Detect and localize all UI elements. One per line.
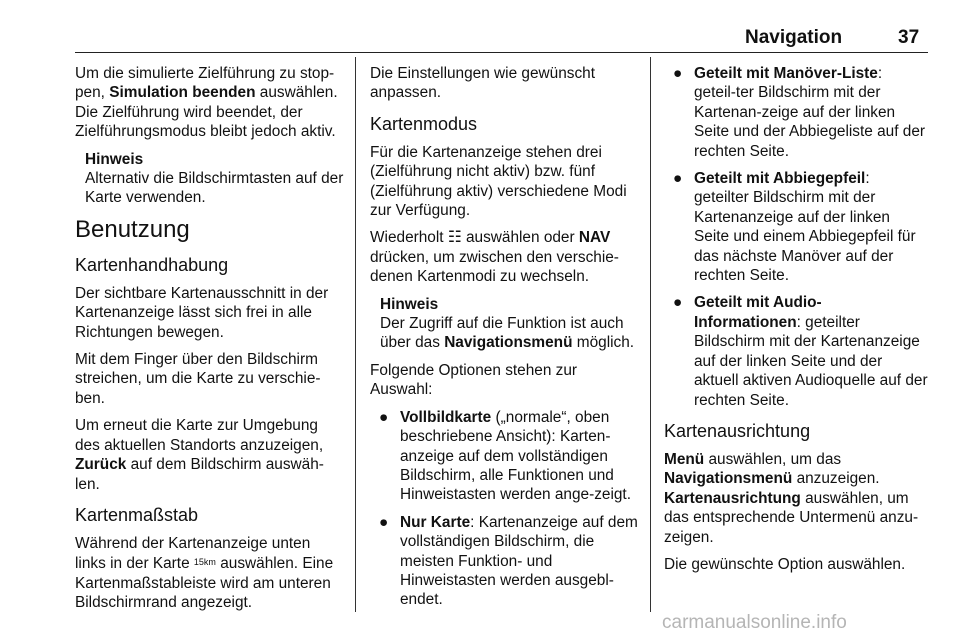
text: auf dem Bildschirm auswäh-len. xyxy=(75,456,324,493)
text: Während der Kartenanzeige unten links in der Karte xyxy=(75,534,311,573)
text: drücken, um zwischen den verschie-denen Kartenmodi zu wechseln. xyxy=(370,248,619,286)
note-text: Alternativ die Bildschirmtasten auf der Karte verwenden. xyxy=(85,170,344,207)
note-text: möglich. xyxy=(576,334,635,352)
header-rule xyxy=(75,52,928,53)
note-box xyxy=(85,150,345,208)
column-middle xyxy=(370,64,638,618)
section-heading-benutzung: Benutzung xyxy=(75,215,190,243)
subheading-kartenmassstab: Kartenmaßstab xyxy=(75,504,199,525)
text: auswählen oder xyxy=(465,229,575,247)
page-number: 37 xyxy=(898,27,920,48)
paragraph-massstab xyxy=(75,534,345,613)
note-text: Der Zugriff auf die Funktion ist auch über das xyxy=(380,315,624,352)
option-term: Geteilt mit Abbiegepfeil xyxy=(694,170,866,188)
note-title: Hinweis xyxy=(380,295,439,313)
menu-term-navigationsmenue: Navigationsmenü xyxy=(444,334,573,352)
page-header-title: Navigation xyxy=(745,27,843,48)
menu-term-navigationsmenue: Navigationsmenü xyxy=(664,470,793,488)
menu-term-kartenausrichtung: Kartenausrichtung xyxy=(664,489,801,507)
option-text: : Kartenanzeige auf dem vollständigen Bildschirm, die meisten Funktion- und Hinweistasten werden ausgebl-endet. xyxy=(400,513,638,609)
menu-term-simulation-beenden: Simulation beenden xyxy=(109,84,256,102)
column-right xyxy=(664,64,928,582)
option-term: Geteilt mit Manöver-Liste xyxy=(694,65,878,82)
paragraph-nav xyxy=(370,228,638,286)
bullet-icon: ● xyxy=(673,65,683,82)
text: Um die simulierte Zielführung zu stop-pen, xyxy=(75,65,335,102)
text: auswählen. Die Zielführung wird beendet, der Zielführungsmodus bleibt jedoch aktiv. xyxy=(75,84,338,141)
list-item xyxy=(664,293,928,409)
list-item xyxy=(370,408,638,505)
option-term: Geteilt mit Audio-Informationen xyxy=(694,294,822,331)
scale-icon: 15km xyxy=(193,557,216,568)
paragraph-ausrichtung xyxy=(664,450,928,547)
paragraph: Die gewünschte Option auswählen. xyxy=(664,555,906,573)
option-text: („normale“, oben beschriebene Ansicht): Karten-anzeige auf dem vollständigen Bildschirm, alle Funktionen und Hinweistasten werden ange-zeigt. xyxy=(400,408,631,504)
text: anzuzeigen. xyxy=(796,470,880,488)
subheading-kartenmodus: Kartenmodus xyxy=(370,113,478,134)
menu-term-zurueck: Zurück xyxy=(75,456,127,474)
column-divider-right xyxy=(650,57,651,612)
paragraph-simulation xyxy=(75,64,345,142)
options-list-continued xyxy=(664,64,928,410)
watermark: carmanualsonline.info xyxy=(662,612,847,633)
option-text: : geteilter Bildschirm mit der Kartenanzeige auf der linken Seite und der aktuell aktiven Audioquelle auf der rechten Seite. xyxy=(694,313,928,409)
paragraph: Die Einstellungen wie gewünscht anpassen. xyxy=(370,65,596,102)
map-mode-icon: ☷ xyxy=(447,229,462,247)
subheading-kartenhandhabung: Kartenhandhabung xyxy=(75,254,229,275)
paragraph: Der sichtbare Kartenausschnitt in der Kartenanzeige lässt sich frei in alle Richtungen bewegen. xyxy=(75,284,329,341)
paragraph: Für die Kartenanzeige stehen drei (Zielführung nicht aktiv) bzw. fünf (Zielführung aktiv) verschiedene Modi zur Verfügung. xyxy=(370,143,627,220)
note-box xyxy=(380,295,638,353)
bullet-icon: ● xyxy=(673,170,683,188)
option-term: Nur Karte xyxy=(400,513,471,531)
option-term: Vollbildkarte xyxy=(400,408,492,426)
column-left xyxy=(75,64,345,621)
bullet-icon: ● xyxy=(379,513,389,531)
list-item xyxy=(664,169,928,285)
paragraph: Mit dem Finger über den Bildschirm streichen, um die Karte zu verschie-ben. xyxy=(75,351,321,407)
menu-term-menue: Menü xyxy=(664,450,705,468)
paragraph: Folgende Optionen stehen zur Auswahl: xyxy=(370,361,578,399)
option-text: : geteil-ter Bildschirm mit der Kartenan-zeige auf der linken Seite und der Abbiegeliste auf der rechten Seite. xyxy=(694,65,926,160)
list-item xyxy=(664,64,928,161)
nav-button-term: NAV xyxy=(578,229,611,247)
options-list xyxy=(370,408,638,610)
list-item xyxy=(370,513,638,610)
note-title: Hinweis xyxy=(85,150,144,168)
option-text: : geteilter Bildschirm mit der Kartenanzeige auf der linken Seite und einem Abbiegepfeil für das nächste Manöver auf der rechten Seite. xyxy=(694,170,916,285)
paragraph-zurueck xyxy=(75,416,345,494)
subheading-kartenausrichtung: Kartenausrichtung xyxy=(664,420,811,441)
column-divider-left xyxy=(355,57,356,612)
text: Um erneut die Karte zur Umgebung des aktuellen Standorts anzuzeigen, xyxy=(75,417,324,454)
text: Wiederholt xyxy=(370,229,444,247)
text: auswählen, um das xyxy=(708,450,842,468)
bullet-icon: ● xyxy=(379,408,389,426)
text: auswählen, um das entsprechende Untermenü anzu-zeigen. xyxy=(664,489,919,546)
bullet-icon: ● xyxy=(673,294,683,312)
text: auswählen. Eine Kartenmaßstableiste wird am unteren Bildschirmrand angezeigt. xyxy=(75,555,334,612)
